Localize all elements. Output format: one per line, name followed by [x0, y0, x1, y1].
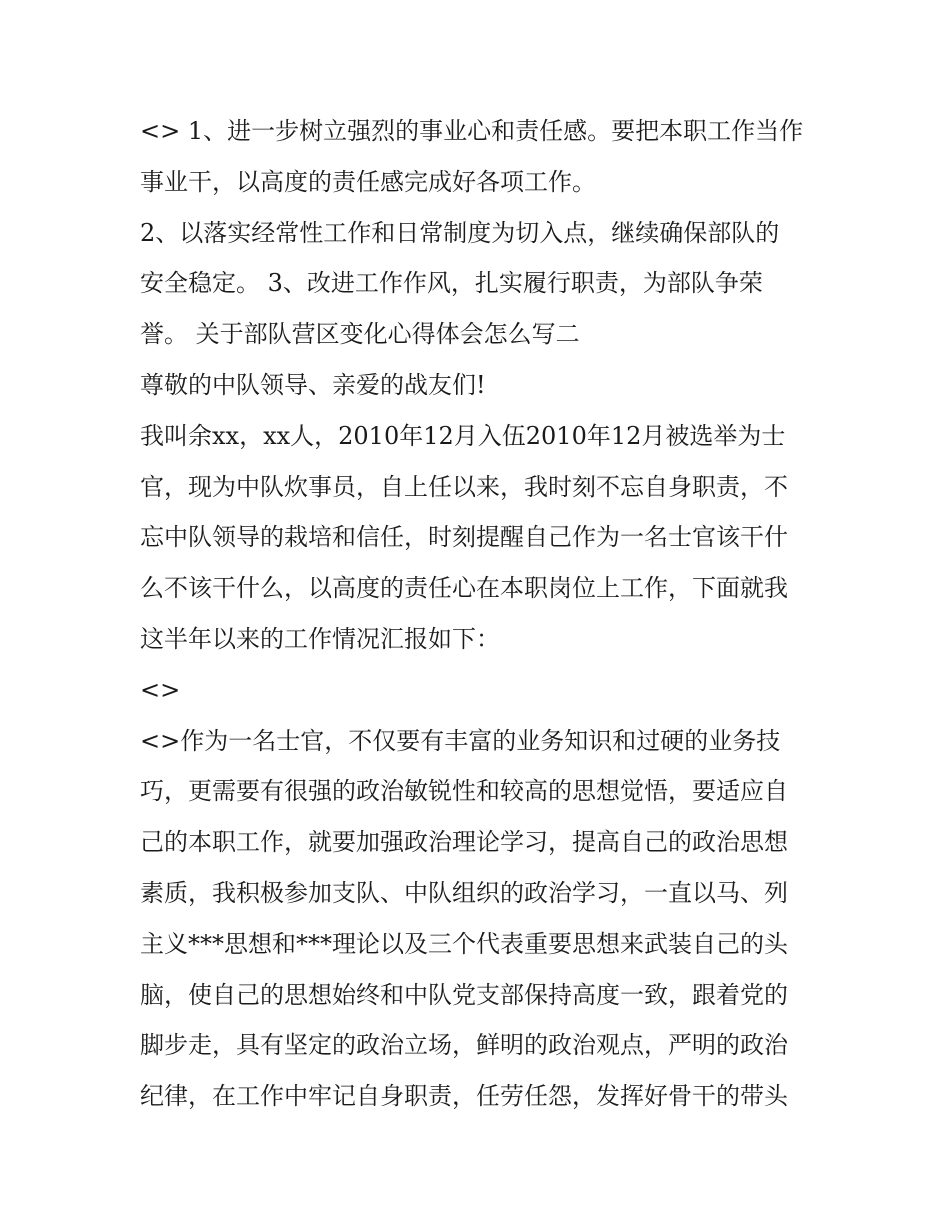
text-line-13: <>作为一名士官，不仅要有丰富的业务知识和过硬的业务技 — [140, 726, 781, 755]
document-body — [140, 106, 820, 1122]
text-line-1: <> 1、进一步树立强烈的事业心和责任感。要把本职工作当作 — [140, 117, 804, 145]
text-line-15: 己的本职工作，就要加强政治理论学习，提高自己的政治思想 — [140, 828, 788, 857]
text-line-5: 誉。 关于部队营区变化心得体会怎么写二 — [140, 320, 580, 349]
text-line-17: 主义***思想和***理论以及三个代表重要思想来武装自己的头 — [140, 929, 788, 958]
text-line-19: 脚步走，具有坚定的政治立场，鲜明的政治观点，严明的政治 — [140, 1031, 788, 1060]
text-line-18: 脑，使自己的思想始终和中队党支部保持高度一致，跟着党的 — [140, 980, 788, 1009]
text-line-16: 素质，我积极参加支队、中队组织的政治学习，一直以马、列 — [140, 878, 788, 907]
text-line-12: <> — [140, 675, 181, 704]
text-line-14: 巧，更需要有很强的政治敏锐性和较高的思想觉悟，要适应自 — [140, 777, 788, 806]
text-line-8: 官，现为中队炊事员，自上任以来，我时刻不忘自身职责，不 — [140, 472, 788, 501]
text-line-11: 这半年以来的工作情况汇报如下： — [140, 624, 500, 653]
text-line-20: 纪律，在工作中牢记自身职责，任劳任怨，发挥好骨干的带头 — [140, 1082, 788, 1111]
text-line-9: 忘中队领导的栽培和信任，时刻提醒自己作为一名士官该干什 — [140, 523, 788, 552]
text-line-10: 么不该干什么，以高度的责任心在本职岗位上工作，下面就我 — [140, 574, 788, 603]
text-line-7: 我叫余xx，xx人，2010年12月入伍2010年12月被选举为士 — [140, 421, 786, 450]
text-line-3: 2、以落实经常性工作和日常制度为切入点，继续确保部队的 — [140, 218, 780, 247]
text-line-4: 安全稳定。 3、改进工作作风，扎实履行职责，为部队争荣 — [140, 269, 763, 298]
text-line-6: 尊敬的中队领导、亲爱的战友们! — [140, 370, 486, 399]
text-line-2: 事业干，以高度的责任感完成好各项工作。 — [140, 167, 596, 196]
